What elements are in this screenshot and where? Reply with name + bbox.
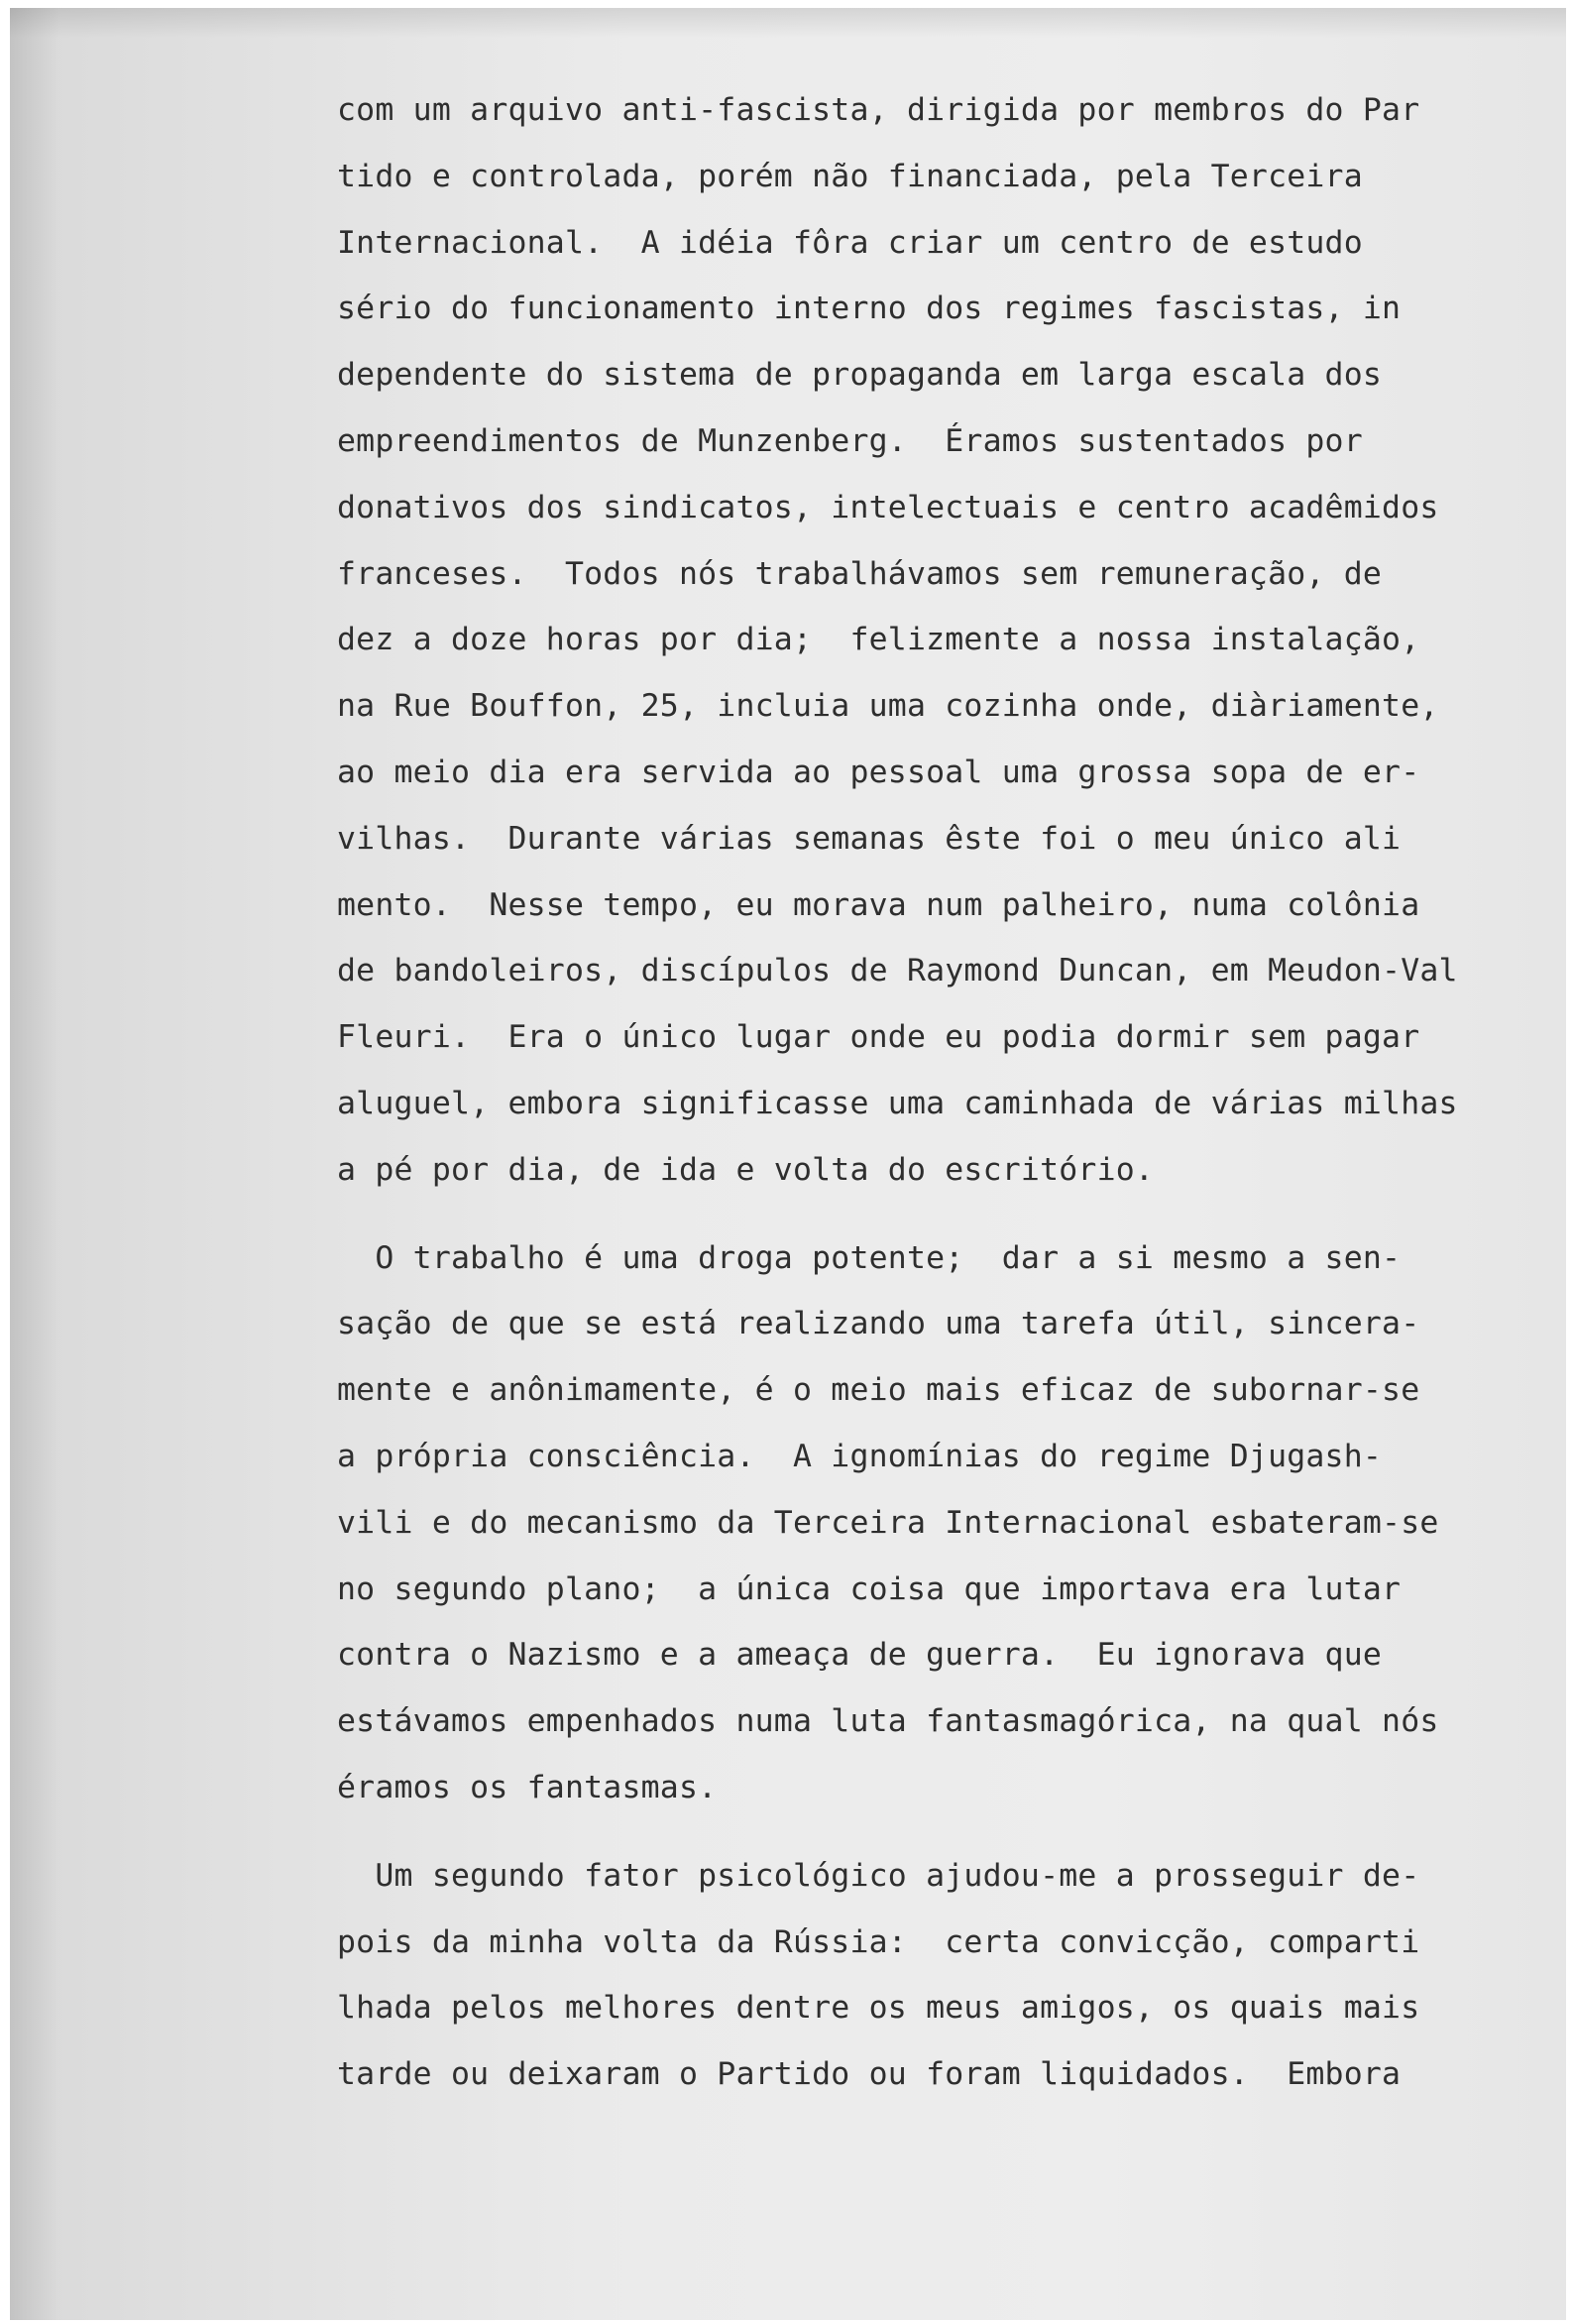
- text-line: empreendimentos de Munzenberg. Éramos sustentados por: [337, 422, 1363, 459]
- text-line: franceses. Todos nós trabalhávamos sem remuneração, de: [337, 555, 1383, 592]
- text-line: éramos os fantasmas.: [337, 1769, 718, 1805]
- text-line: mente e anônimamente, é o meio mais eficaz de subornar-se: [337, 1372, 1420, 1409]
- text-line: Fleuri. Era o único lugar onde eu podia dormir sem pagar: [337, 1019, 1420, 1056]
- text-line: vili e do mecanismo da Terceira Internacional esbateram-se: [337, 1504, 1439, 1541]
- paragraph-2: [337, 1225, 1526, 1821]
- text-line: ao meio dia era servida ao pessoal uma grossa sopa de er-: [337, 754, 1420, 790]
- page-shadow-top: [10, 8, 1566, 38]
- text-line: O trabalho é uma droga potente; dar a si mesmo a sen-: [337, 1239, 1402, 1276]
- paragraph-1: [337, 77, 1526, 1204]
- text-line: mento. Nesse tempo, eu morava num palheiro, numa colônia: [337, 886, 1420, 923]
- scanned-page: [10, 8, 1566, 2320]
- text-line: sação de que se está realizando uma tarefa útil, sincera-: [337, 1306, 1420, 1342]
- text-line: na Rue Bouffon, 25, incluia uma cozinha onde, diàriamente,: [337, 688, 1439, 725]
- text-line: tido e controlada, porém não financiada, pela Terceira: [337, 158, 1363, 194]
- text-line: donativos dos sindicatos, intelectuais e centro acadêmidos: [337, 489, 1439, 525]
- text-line: vilhas. Durante várias semanas êste foi o meu único ali: [337, 820, 1402, 857]
- text-line: Um segundo fator psicológico ajudou-me a prosseguir de-: [337, 1857, 1420, 1894]
- text-line: Internacional. A idéia fôra criar um centro de estudo: [337, 224, 1363, 261]
- text-line: dez a doze horas por dia; felizmente a nossa instalação,: [337, 622, 1420, 658]
- text-line: estávamos empenhados numa luta fantasmagórica, na qual nós: [337, 1703, 1439, 1740]
- page-shadow-left: [10, 8, 59, 2320]
- text-line: a pé por dia, de ida e volta do escritório.: [337, 1151, 1155, 1188]
- text-line: dependente do sistema de propaganda em larga escala dos: [337, 357, 1383, 394]
- text-line: pois da minha volta da Rússia: certa convicção, comparti: [337, 1923, 1420, 1960]
- text-line: sério do funcionamento interno dos regimes fascistas, in: [337, 290, 1402, 327]
- typewritten-text: [337, 77, 1526, 2108]
- text-line: aluguel, embora significasse uma caminhada de várias milhas: [337, 1085, 1458, 1121]
- text-line: no segundo plano; a única coisa que importava era lutar: [337, 1570, 1402, 1607]
- text-line: de bandoleiros, discípulos de Raymond Duncan, em Meudon-Val: [337, 953, 1458, 989]
- text-line: contra o Nazismo e a ameaça de guerra. Eu ignorava que: [337, 1637, 1383, 1674]
- text-line: a própria consciência. A ignomínias do regime Djugash-: [337, 1438, 1383, 1474]
- paragraph-3: [337, 1843, 1526, 2108]
- text-line: tarde ou deixaram o Partido ou foram liquidados. Embora: [337, 2056, 1402, 2093]
- text-line: com um arquivo anti-fascista, dirigida por membros do Par: [337, 92, 1420, 128]
- text-line: lhada pelos melhores dentre os meus amigos, os quais mais: [337, 1990, 1420, 2027]
